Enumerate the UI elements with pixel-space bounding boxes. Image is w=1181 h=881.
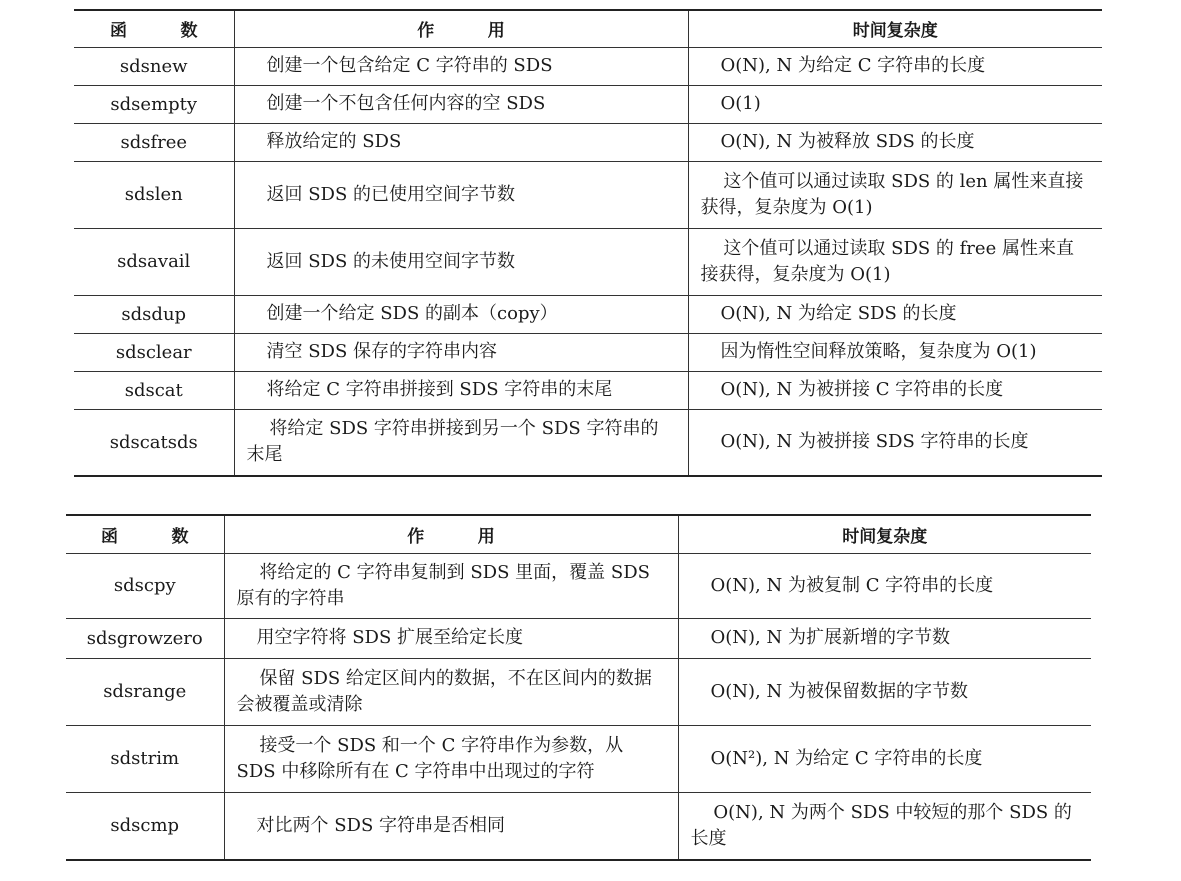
function-purpose: 创建一个包含给定 C 字符串的 SDS [234,47,688,85]
function-purpose: 将给定的 C 字符串复制到 SDS 里面，覆盖 SDS 原有的字符串 [224,553,678,618]
function-name: sdsempty [74,85,234,123]
function-complexity: O(N), N 为给定 SDS 的长度 [688,295,1102,333]
table-row [66,725,1091,792]
function-name: sdsavail [74,228,234,295]
function-name: sdsclear [74,333,234,371]
header-purpose: 作 用 [224,515,678,553]
function-purpose: 释放给定的 SDS [234,123,688,161]
table-row [66,553,1091,618]
function-purpose: 将给定 SDS 字符串拼接到另一个 SDS 字符串的末尾 [234,409,688,476]
function-purpose: 用空字符将 SDS 扩展至给定长度 [224,618,678,658]
function-complexity: O(N), N 为被拼接 SDS 字符串的长度 [688,409,1102,476]
header-complexity: 时间复杂度 [688,10,1102,47]
function-name: sdsgrowzero [66,618,224,658]
table-header-row [74,10,1102,47]
function-complexity: O(N), N 为被复制 C 字符串的长度 [678,553,1091,618]
function-complexity: O(N), N 为被保留数据的字节数 [678,658,1091,725]
header-function: 函 数 [74,10,234,47]
function-complexity: O(N), N 为扩展新增的字节数 [678,618,1091,658]
table-row [74,409,1102,476]
table-row [66,618,1091,658]
table-row [74,295,1102,333]
table-header-row [66,515,1091,553]
function-name: sdscpy [66,553,224,618]
function-name: sdsrange [66,658,224,725]
table-row [74,161,1102,228]
function-purpose: 清空 SDS 保存的字符串内容 [234,333,688,371]
function-purpose: 返回 SDS 的未使用空间字节数 [234,228,688,295]
function-purpose: 返回 SDS 的已使用空间字节数 [234,161,688,228]
function-purpose: 接受一个 SDS 和一个 C 字符串作为参数，从 SDS 中移除所有在 C 字符串中出现过的字符 [224,725,678,792]
table-row [74,123,1102,161]
function-purpose: 对比两个 SDS 字符串是否相同 [224,792,678,860]
function-purpose: 保留 SDS 给定区间内的数据，不在区间内的数据会被覆盖或清除 [224,658,678,725]
table-row [74,85,1102,123]
table-row [74,371,1102,409]
function-purpose: 创建一个不包含任何内容的空 SDS [234,85,688,123]
function-name: sdstrim [66,725,224,792]
function-complexity: 这个值可以通过读取 SDS 的 free 属性来直接获得，复杂度为 O(1) [688,228,1102,295]
function-purpose: 将给定 C 字符串拼接到 SDS 字符串的末尾 [234,371,688,409]
function-complexity: O(N), N 为被拼接 C 字符串的长度 [688,371,1102,409]
function-name: sdscat [74,371,234,409]
sds-api-table-1 [74,9,1102,477]
function-complexity: 因为惰性空间释放策略，复杂度为 O(1) [688,333,1102,371]
function-complexity: O(1) [688,85,1102,123]
function-purpose: 创建一个给定 SDS 的副本（copy） [234,295,688,333]
header-function: 函 数 [66,515,224,553]
function-complexity: O(N), N 为两个 SDS 中较短的那个 SDS 的长度 [678,792,1091,860]
table-row [66,792,1091,860]
function-name: sdsdup [74,295,234,333]
function-name: sdslen [74,161,234,228]
function-complexity: 这个值可以通过读取 SDS 的 len 属性来直接获得，复杂度为 O(1) [688,161,1102,228]
table-row [74,228,1102,295]
table-row [74,47,1102,85]
function-name: sdsnew [74,47,234,85]
header-purpose: 作 用 [234,10,688,47]
sds-api-table-2 [66,514,1091,861]
table-row [74,333,1102,371]
function-name: sdscatsds [74,409,234,476]
function-complexity: O(N), N 为被释放 SDS 的长度 [688,123,1102,161]
table-row [66,658,1091,725]
function-complexity: O(N²), N 为给定 C 字符串的长度 [678,725,1091,792]
function-complexity: O(N), N 为给定 C 字符串的长度 [688,47,1102,85]
header-complexity: 时间复杂度 [678,515,1091,553]
function-name: sdscmp [66,792,224,860]
function-name: sdsfree [74,123,234,161]
